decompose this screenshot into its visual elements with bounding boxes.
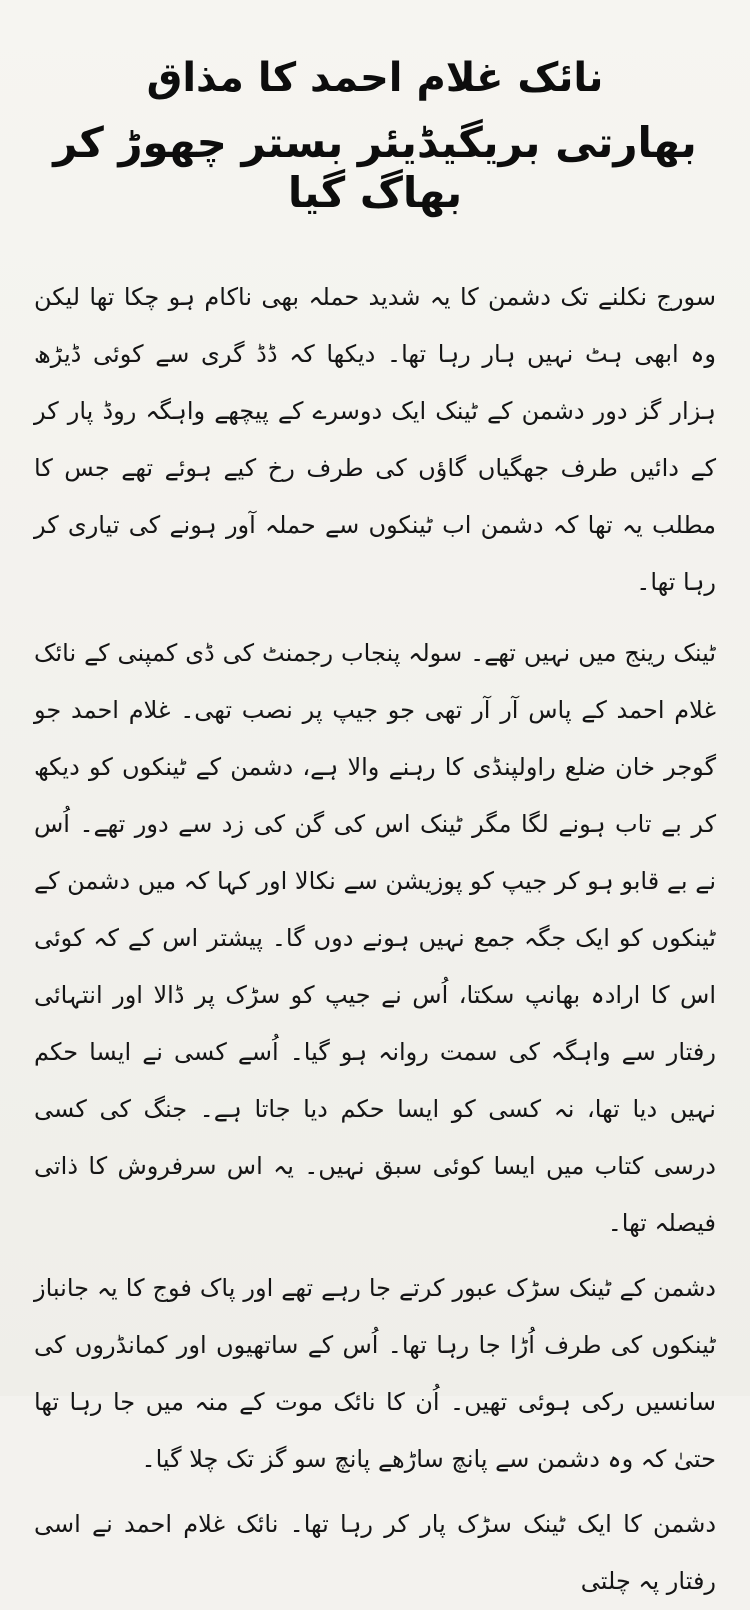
article-paragraph-3: دشمن کے ٹینک سڑک عبور کرتے جا رہے تھے اور پاک فوج کا یہ جانباز ٹینکوں کی طرف اُڑا جا رہا تھا۔ اُس کے ساتھیوں اور کمانڈروں کی سانسیں رکی ہوئی تھیں۔ اُن کا نائک موت کے منہ میں جا رہا تھا حتیٰ کہ وہ دشمن سے پانچ ساڑھے پانچ سو گز تک چلا گیا۔ (34, 1273, 716, 1473)
article-title: نائک غلام احمد کا مذاق (146, 55, 604, 101)
article-paragraph-2: ٹینک رینج میں نہیں تھے۔ سولہ پنجاب رجمنٹ کی ڈی کمپنی کے نائک غلام احمد کے پاس آر آر تھی جو جیپ پر نصب تھی۔ غلام احمد جو گوجر خان ضلع راولپنڈی کا رہنے والا ہے، دشمن کے ٹینکوں کو دیکھ کر بے تاب ہونے لگا مگر ٹینک اس کی گن کی زد سے دور تھے۔ اُس نے بے قابو ہو کر جیپ کو پوزیشن سے نکالا اور کہا کہ میں دشمن کے ٹینکوں کو ایک جگہ جمع نہیں ہونے دوں گا۔ پیشتر اس کے کہ کوئی اس کا ارادہ بھانپ سکتا، اُس نے جیپ کو سڑک پر ڈالا اور انتہائی رفتار سے واہگہ کی سمت روانہ ہو گیا۔ اُسے کسی نے ایسا حکم نہیں دیا تھا، نہ کسی کو ایسا حکم دیا جاتا ہے۔ جنگ کی کسی درسی کتاب میں ایسا کوئی سبق نہیں۔ یہ اس سرفروش کا ذاتی فیصلہ تھا۔ (34, 638, 716, 1237)
article-paragraph-4: دشمن کا ایک ٹینک سڑک پار کر رہا تھا۔ نائک غلام احمد نے اسی رفتار پہ چلتی (34, 1509, 716, 1595)
article-subtitle: بھارتی بریگیڈیئر بستر چھوڑ کر بھاگ گیا (53, 118, 697, 218)
article-paragraph-1: سورج نکلنے تک دشمن کا یہ شدید حملہ بھی ناکام ہو چکا تھا لیکن وہ ابھی ہٹ نہیں ہار رہا تھا۔ دیکھا کہ ڈڈ گری سے کوئی ڈیڑھ ہزار گز دور دشمن کے ٹینک ایک دوسرے کے پیچھے واہگہ روڈ پار کر کے دائیں طرف جھگیاں گاؤں کی طرف رخ کیے ہوئے تھے جس کا مطلب یہ تھا کہ دشمن اب ٹینکوں سے حملہ آور ہونے کی تیاری کر رہا تھا۔ (34, 282, 717, 596)
